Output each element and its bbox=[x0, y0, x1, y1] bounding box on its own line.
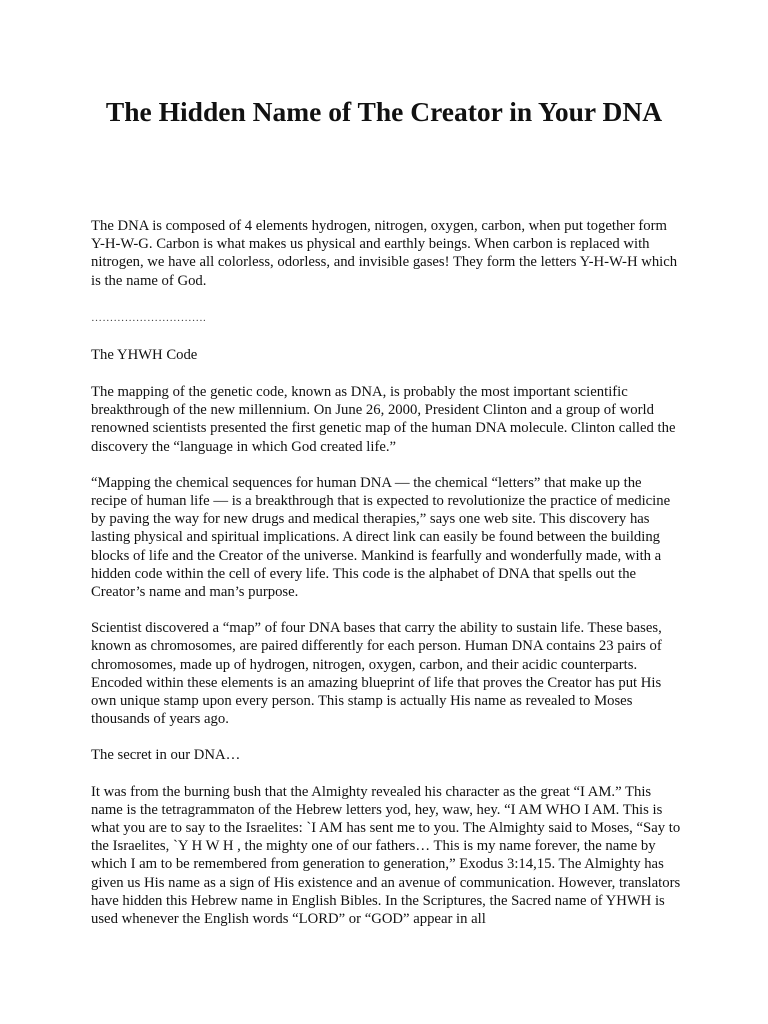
heading-secret-dna: The secret in our DNA… bbox=[91, 747, 241, 764]
paragraph-dna-elements: The DNA is composed of 4 elements hydrogen, nitrogen, oxygen, carbon, when put together form Y-H-W-G. Carbon is what makes us physical and earthly beings. When carbon is replaced with nitrogen, we have all colorless, odorless, and invisible gases! They form the letters Y-H-W-H which is the name of God. bbox=[91, 218, 678, 289]
heading-yhwh-code: The YHWH Code bbox=[91, 346, 198, 363]
paragraph-genetic-mapping: The mapping of the genetic code, known as DNA, is probably the most important scientific breakthrough of the new millennium. On June 26, 2000, President Clinton and a group of world renowned scientists presented the first genetic map of the human DNA molecule. Clinton called the discovery the “language in which God created life.” bbox=[91, 384, 676, 455]
paragraph-dna-bases: Scientist discovered a “map” of four DNA bases that carry the ability to sustain life. These bases, known as chromosomes, are paired differently for each person. Human DNA contains 23 pairs of chromosomes, made up of hydrogen, nitrogen, oxygen, carbon, and their acidic counterparts. Encoded within these elements is an amazing blueprint of life that proves the Creator has put His own unique stamp upon every person. This stamp is actually His name as revealed to Moses thousands of years ago. bbox=[91, 620, 662, 728]
document-title: The Hidden Name of The Creator in Your DNA bbox=[105, 96, 663, 127]
document-body bbox=[91, 217, 681, 928]
paragraph-burning-bush: It was from the burning bush that the Almighty revealed his character as the great “I AM.” This name is the tetragrammaton of the Hebrew letters yod, hey, waw, hey. “I AM WHO I AM. This is what you are to say to the Israelites: `I AM has sent me to you. The Almighty said to Moses, “Say to the Israelites, `Y H W H , the mighty one of our fathers… This is my name forever, the name by which I am to be remembered from generation to generation,” Exodus 3:14,15. The Almighty has given us His name as a sign of His existence and an avenue of communication. However, translators have hidden this Hebrew name in English Bibles. In the Scriptures, the Sacred name of YHWH is used whenever the English words “LORD” or “GOD” appear in all bbox=[91, 783, 681, 928]
paragraph-chemical-sequences: “Mapping the chemical sequences for human DNA — the chemical “letters” that make up the recipe of human life — is a breakthrough that is expected to revolutionize the practice of medicine by paving the way for new drugs and medical therapies,” says one web site. This discovery has lasting physical and spiritual implications. A direct link can easily be found between the building blocks of life and the Creator of the universe. Mankind is fearfully and wonderfully made, with a hidden code within the cell of every life. This code is the alphabet of DNA that spells out the Creator’s name and man’s purpose. bbox=[91, 474, 671, 601]
dotted-separator: …………………………. bbox=[91, 311, 206, 324]
